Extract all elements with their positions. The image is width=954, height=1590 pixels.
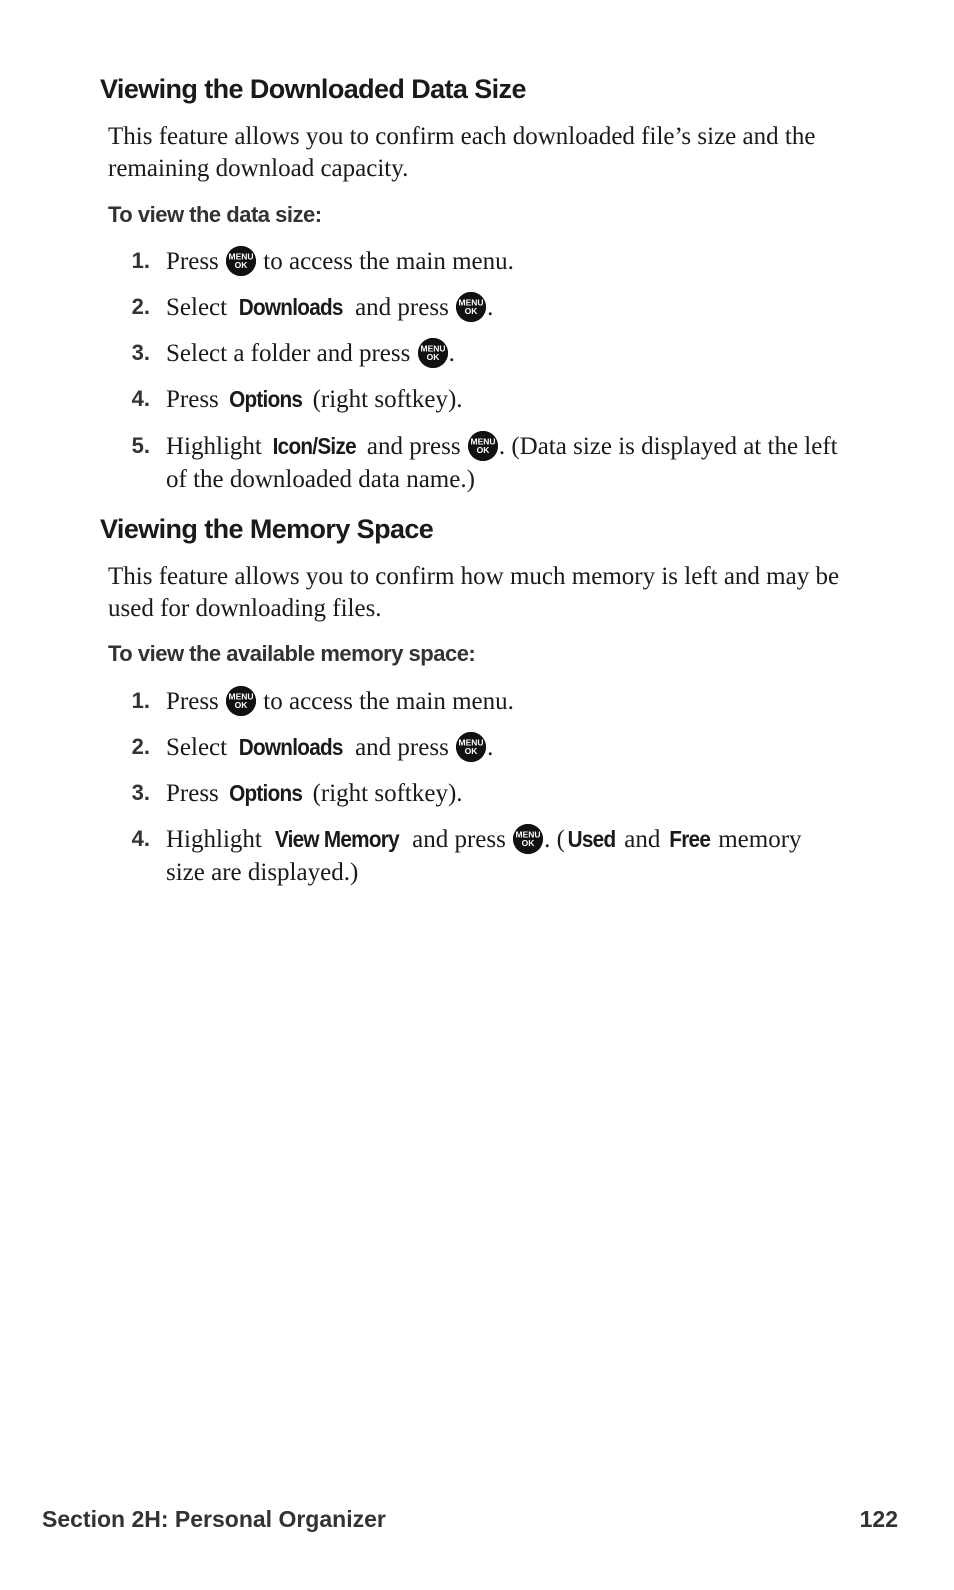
step-text [166, 731, 838, 764]
step-text-part: Press [166, 248, 219, 275]
step-number: 4. [131, 826, 150, 851]
step-text-part: and press [366, 433, 461, 460]
menu-term: Icon/Size [272, 433, 356, 459]
menu-ok-key-icon [226, 246, 256, 276]
step-text [166, 337, 838, 370]
menu-ok-key-icon [226, 686, 256, 716]
step-number: 3. [131, 340, 150, 365]
step-text-part: (right softkey). [312, 386, 463, 413]
procedure-lead: To view the data size: [108, 202, 322, 227]
menu-term: Options [229, 386, 303, 412]
step-text-part: . [448, 340, 455, 367]
step-text-part: Select [166, 294, 228, 321]
step-text-part: and press [355, 734, 449, 761]
step-text-part: Highlight [166, 826, 262, 853]
step-text-part: Press [166, 688, 219, 715]
step-number: 2. [131, 294, 150, 319]
step-text-part: and [624, 826, 661, 853]
section-heading-memory-space: Viewing the Memory Space [100, 514, 434, 544]
step-text [166, 383, 838, 416]
step-text-part: and press [355, 294, 449, 321]
section-intro: This feature allows you to confirm how much memory is left and may be used for downloading files. [108, 563, 840, 622]
step-text [166, 777, 838, 810]
menu-term: Options [229, 780, 303, 806]
step-number: 1. [131, 688, 150, 713]
step-text-part: Select [166, 734, 228, 761]
menu-term: Used [567, 826, 616, 852]
section-heading-data-size: Viewing the Downloaded Data Size [100, 74, 526, 104]
step-text-part: Press [166, 386, 219, 413]
step-text-part: (right softkey). [312, 780, 463, 807]
step-number: 5. [131, 433, 150, 458]
page-number: 122 [859, 1506, 898, 1532]
step-text-part: and press [412, 826, 506, 853]
step-number: 4. [131, 386, 150, 411]
step-text [166, 823, 838, 889]
step-text-part: . (Data size is displayed at the left of the downloaded data name.) [166, 433, 838, 493]
menu-ok-key-icon [456, 292, 486, 322]
step-number: 1. [131, 248, 150, 273]
step-text-part: Press [166, 780, 219, 807]
step-text-part: to access the main menu. [263, 688, 514, 715]
step-number: 3. [131, 780, 150, 805]
step-text-part: . ( [544, 826, 565, 853]
procedure-lead: To view the available memory space: [108, 641, 476, 666]
section-intro: This feature allows you to confirm each downloaded file’s size and the remaining download capacity. [108, 123, 816, 182]
menu-term: Free [668, 826, 710, 852]
menu-ok-key-icon [468, 431, 498, 461]
step-text [166, 685, 838, 718]
footer-section-label: Section 2H: Personal Organizer [42, 1506, 386, 1532]
step-text-part: memory size are displayed.) [166, 826, 802, 886]
step-text [166, 291, 838, 324]
step-text [166, 245, 838, 278]
step-text-part: . [487, 734, 494, 761]
step-text-part: Select a folder and press [166, 340, 411, 367]
step-text-part: Highlight [166, 433, 262, 460]
step-text-part: to access the main menu. [263, 248, 514, 275]
menu-ok-key-icon [418, 338, 448, 368]
menu-term: View Memory [274, 826, 399, 852]
menu-term: Downloads [239, 734, 344, 760]
step-text [166, 430, 838, 496]
menu-ok-key-icon [456, 732, 486, 762]
step-number: 2. [131, 734, 150, 759]
step-text-part: . [487, 294, 494, 321]
menu-ok-key-icon [513, 824, 543, 854]
menu-term: Downloads [239, 294, 344, 320]
